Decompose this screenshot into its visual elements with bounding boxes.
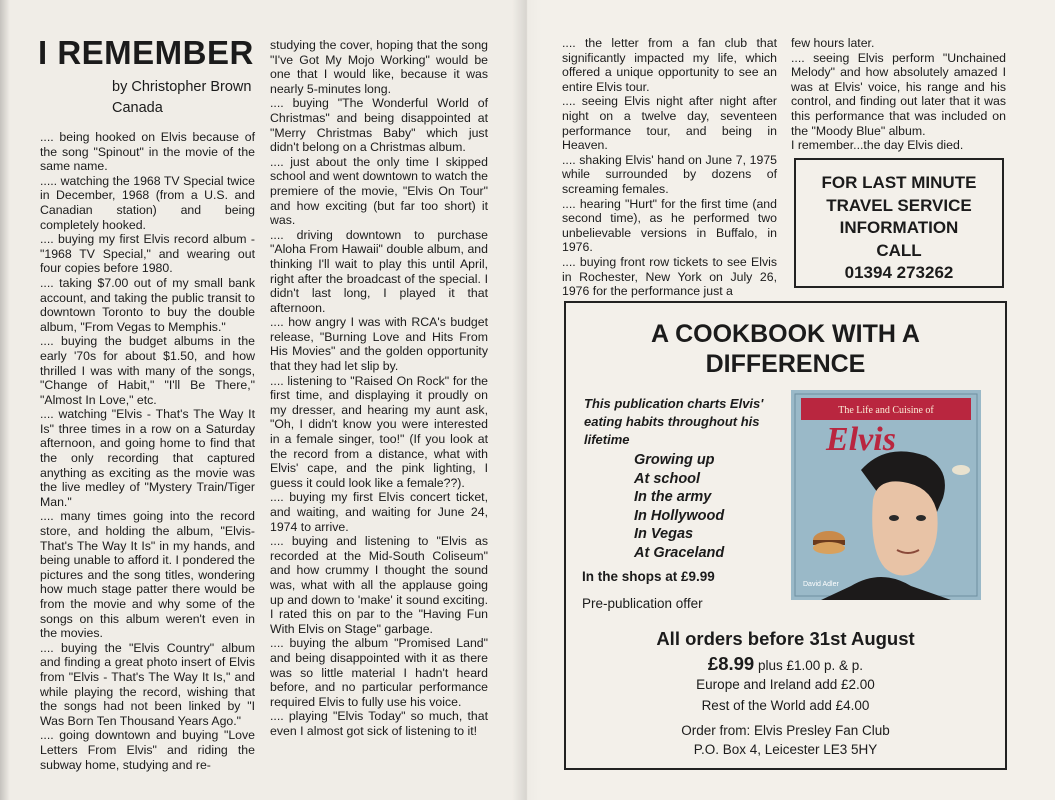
memory-paragraph: .... buying front row tickets to see Elvis in Rochester, New York on July 26, 1976 for the performance just a	[562, 254, 777, 299]
memory-paragraph: .... just about the only time I skipped school and went downtown to watch the premiere of the movie, "Elvis On Tour" and how exciting (but far too short) it was.	[270, 154, 488, 228]
cookbook-offer-price: £8.99	[707, 653, 755, 674]
spine-gutter	[512, 0, 542, 800]
memory-paragraph: studying the cover, hoping that the song "I've Got My Mojo Working" would be one that I would like, because it was nearly 5-minutes long.	[270, 38, 488, 96]
cookbook-order-from: Order from: Elvis Presley Fan Club	[681, 723, 890, 738]
cookbook-europe-surcharge: Europe and Ireland add £2.00	[696, 677, 875, 692]
memory-paragraph: few hours later.	[791, 36, 875, 50]
article-column-3	[562, 36, 777, 299]
author-country: Canada	[112, 100, 163, 116]
memory-paragraph: .... how angry I was with RCA's budget release, "Burning Love and Hits From His Movies" and the golden opportunity that they had let slip by.	[270, 315, 488, 374]
memory-paragraph: I remember...the day Elvis died.	[791, 138, 964, 153]
chapter-item: Growing up	[634, 452, 715, 468]
article-column-2	[270, 38, 488, 739]
article-column-1	[40, 130, 255, 772]
cookbook-orders-deadline: All orders before 31st August	[656, 628, 915, 649]
article-byline	[112, 77, 251, 119]
memory-paragraph: .... buying the "Elvis Country" album and finding a great photo insert of Elvis from "Elvis - That's The Way It Is," and while playing the record, wishing that the songs had not been linked by "I Was Born Ten Thousand Years Ago."	[40, 640, 255, 728]
memory-paragraph: .... taking $7.00 out of my small bank account, and taking the public transit to downtown Toronto to buy the double album, "From Vegas to Memphis."	[40, 275, 255, 334]
memory-paragraph: .... seeing Elvis night after night after night on a twelve day, seventeen performance tour, and being in Heaven.	[562, 94, 777, 153]
cookbook-chapter-list	[634, 451, 724, 563]
travel-ad-line: CALL	[876, 240, 922, 260]
cookbook-ad	[564, 301, 1007, 770]
travel-ad-line: TRAVEL SERVICE	[826, 195, 972, 215]
cookbook-offer	[566, 653, 1005, 675]
memory-paragraph: .... hearing "Hurt" for the first time (and second time), as he performed two unbelievable versions in Buffalo, in 1976.	[562, 196, 777, 255]
memory-paragraph: .... buying the album "Promised Land" and being disappointed with it as there was so little material I hadn't heard before, and no particular performance required Elvis to fully use his voice.	[270, 636, 488, 709]
cookbook-ad-title	[566, 319, 1005, 379]
memory-paragraph: .... going downtown and buying "Love Letters From Elvis" and riding the subway home, studying and re-	[40, 728, 255, 772]
right-page	[527, 0, 1055, 800]
cookbook-address: P.O. Box 4, Leicester LE3 5HY	[693, 742, 878, 757]
travel-ad-line: INFORMATION	[839, 218, 959, 237]
article-column-4	[791, 36, 1006, 153]
memory-paragraph: .... buying the budget albums in the early '70s for about $1.50, and how thrilled I was with many of the songs, "Change of Habit," "I'll Be There," "Almost In Love," etc.	[40, 334, 255, 407]
cookbook-world-surcharge: Rest of the World add £4.00	[701, 698, 870, 713]
memory-paragraph: .... driving downtown to purchase "Aloha From Hawaii" double album, and thinking I'll wait to play this until April, right after the broadcast of the special. I didn't last long, I played it that afternoon.	[270, 227, 488, 315]
memory-paragraph: .... listening to "Raised On Rock" for the first time, and displaying it proudly on my dresser, and hearing my aunt ask, "Oh, I didn't know you were interested in a female singer, too!" (If you look at the record from a distance, what with Elvis' cape, and the pink lighting, I guess it could look like a female??).	[270, 373, 488, 490]
chapter-item: At Graceland	[634, 544, 725, 561]
chapter-item: At school	[634, 470, 701, 487]
memory-paragraph: .... buying and listening to "Elvis as recorded at the Mid-South Coliseum" and how crummy I thought the sound was, what with all the applause going up and down to 'make' it sound exciting. I rated this on par to the "Having Fun With Elvis on Stage" garbage.	[270, 534, 488, 636]
cookbook-prepub: Pre-publication offer	[582, 596, 703, 611]
memory-paragraph: .... seeing Elvis perform "Unchained Melody" and how absolutely amazed I was at Elvis' voice, his range and his control, and finding out later that it was this performance that was included on the "Moody Blue" album.	[791, 50, 1006, 138]
chapter-item: In Hollywood	[634, 507, 725, 524]
memory-paragraph: .... shaking Elvis' hand on June 7, 1975 while surrounded by dozens of screaming females.	[562, 152, 777, 196]
chapter-item: In Vegas	[634, 526, 694, 543]
cookbook-title-line: A COOKBOOK WITH A	[651, 320, 920, 348]
memory-paragraph: ..... watching the 1968 TV Special twice in December, 1968 (from a U.S. and Canadian station) and being completely hooked.	[40, 173, 255, 232]
chapter-item: In the army	[634, 489, 712, 506]
travel-ad-line: FOR LAST MINUTE	[821, 173, 977, 192]
memory-paragraph: .... buying "The Wonderful World of Christmas" and being disappointed at "Merry Christmas Baby" which just didn't belong on a Christmas album.	[270, 96, 488, 155]
left-page	[0, 0, 527, 800]
memory-paragraph: .... watching "Elvis - That's The Way It Is" three times in a row on a Saturday afternoon, and going home to find that the only recording that captured anything as exciting as the movie was the live medley of "Mystery Train/Tiger Man."	[40, 407, 255, 509]
book-cover-image	[791, 390, 981, 600]
book-cover-title: The Life and Cuisine of	[838, 405, 934, 416]
cookbook-title-line: DIFFERENCE	[705, 350, 866, 378]
memory-paragraph: .... playing "Elvis Today" so much, that even I almost got sick of listening to it!	[270, 709, 488, 738]
author-name: by Christopher Brown	[112, 79, 252, 95]
article-headline: I REMEMBER	[38, 34, 254, 71]
travel-service-ad	[794, 158, 1004, 288]
memory-paragraph: .... many times going into the record store, and holding the album, "Elvis- That's The Way It Is" in my hands, and being unable to afford it. I pondered the pictures and the song titles, wondering how much stage patter there would be from the movie and why some of the songs on this album weren't even in the movies.	[40, 509, 255, 641]
book-cover-author: David Adler	[803, 581, 839, 588]
memory-paragraph: .... the letter from a fan club that significantly impacted my life, which offered a unique opportunity to see an entire Elvis tour.	[562, 36, 777, 94]
cookbook-intro: This publication charts Elvis' eating habits throughout his lifetime	[584, 396, 764, 447]
memory-paragraph: .... being hooked on Elvis because of the song "Spinout" in the movie of the same name.	[40, 130, 255, 174]
cookbook-postage: plus £1.00 p. & p.	[757, 658, 864, 673]
memory-paragraph: .... buying my first Elvis record album - "1968 TV Special," and wearing out four copies before 1980.	[40, 232, 255, 276]
page-edge-shadow	[0, 0, 10, 800]
travel-ad-phone: 01394 273262	[844, 263, 954, 282]
memory-paragraph: .... buying my first Elvis concert ticket, and waiting, and waiting for June 24, 1974 to arrive.	[270, 490, 488, 534]
book-cover-name: Elvis	[826, 421, 896, 458]
cookbook-shop-price: In the shops at £9.99	[582, 569, 715, 584]
